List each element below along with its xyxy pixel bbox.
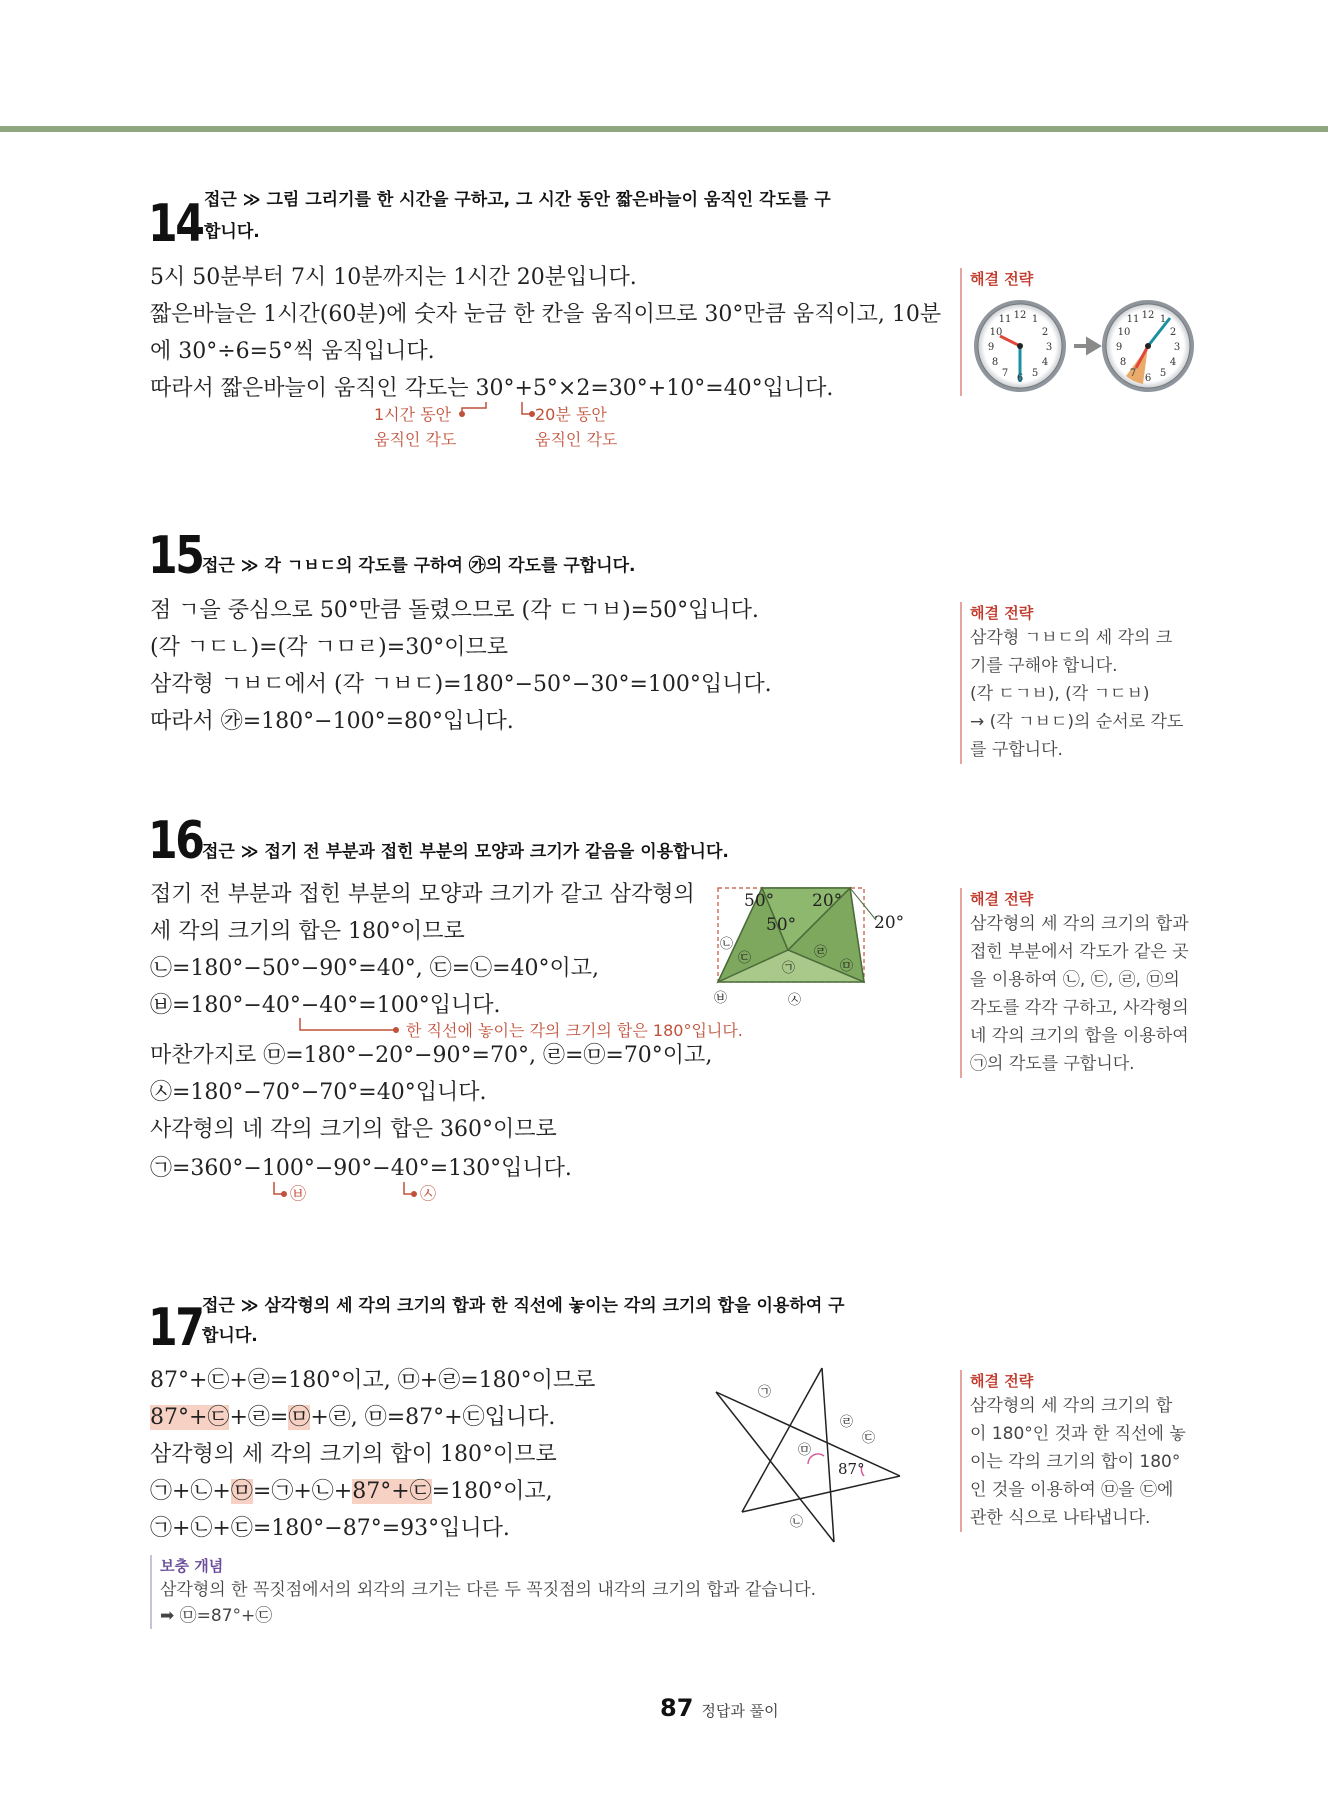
strategy-sidebar [960,602,1220,764]
svg-text:2: 2 [1041,327,1049,338]
approach-line: 접근 ≫ 삼각형의 세 각의 크기의 합과 한 직선에 놓이는 각의 크기의 합을 이용하여 구 [202,1296,845,1316]
clock-before [974,300,1066,392]
sidebar-text: 를 구합니다. [970,740,1063,760]
solution-line: 87°+㉢+㉣=㉤+㉣, ㉤=87°+㉢입니다. [150,1405,556,1430]
svg-text:87°: 87° [838,1460,865,1478]
svg-text:㉦: ㉦ [788,993,802,1008]
svg-text:㉠: ㉠ [782,961,796,976]
sidebar-text: 을 이용하여 ㉡, ㉢, ㉣, ㉤의 [970,970,1180,990]
sidebar-text: 관한 식으로 나타냅니다. [970,1508,1151,1528]
svg-text:4: 4 [1169,357,1177,368]
sidebar-text: (각 ㄷㄱㅂ), (각 ㄱㄷㅂ) [970,684,1150,704]
solution-line: 마찬가지로 ㉤=180°−20°−90°=70°, ㉣=㉤=70°이고, [150,1043,713,1068]
svg-text:4: 4 [1041,357,1049,368]
svg-text:㉥: ㉥ [714,991,728,1006]
star-figure [712,1362,908,1548]
svg-text:10: 10 [1117,327,1131,338]
solution-line: ㉦=180°−70°−70°=40°입니다. [150,1080,487,1105]
svg-text:50°: 50° [766,915,797,935]
solution-line: 삼각형의 세 각의 크기의 합이 180°이므로 [150,1442,557,1467]
solution-line: ㉠=360°−100°−90°−40°=130°입니다. [150,1156,572,1181]
sidebar-text: 네 각의 크기의 합을 이용하여 [970,1026,1189,1046]
solution-line: 따라서 짧은바늘이 움직인 각도는 30°+5°×2=30°+10°=40°입니다. [150,376,834,401]
svg-text:㉠: ㉠ [758,1385,772,1400]
clock-figure [970,296,1200,396]
annotation: 20분 동안 [535,405,607,424]
svg-text:20°: 20° [812,891,843,911]
annotation: ㉥ [290,1184,307,1203]
problem-number: 15 [148,526,203,586]
svg-text:6: 6 [1016,373,1024,384]
folded-paper-figure [700,880,910,1015]
annotation: ㉦ [420,1184,437,1203]
sidebar-text: 삼각형의 세 각의 크기의 합 [970,1396,1173,1416]
sidebar-title: 해결 전략 [970,270,1034,288]
svg-text:11: 11 [1126,314,1140,325]
svg-text:12: 12 [1141,310,1155,321]
solution-line: 짧은바늘은 1시간(60분)에 숫자 눈금 한 칸을 움직이므로 30°만큼 움직이고, 10분 [150,302,942,327]
solution-line: ㉡=180°−50°−90°=40°, ㉢=㉡=40°이고, [150,956,600,981]
top-divider-bar [0,126,1328,132]
problem-number: 14 [148,194,203,254]
svg-text:8: 8 [991,357,999,368]
solution-line: (각 ㄱㄷㄴ)=(각 ㄱㅁㄹ)=30°이므로 [150,635,508,660]
approach-line: 접근 ≫ 접기 전 부분과 접힌 부분의 모양과 크기가 같음을 이용합니다. [202,842,729,862]
svg-text:㉡: ㉡ [790,1515,804,1530]
svg-text:2: 2 [1169,327,1177,338]
approach-line: 접근 ≫ 그림 그리기를 한 시간을 구하고, 그 시간 동안 짧은바늘이 움직인 각도를 구 [204,190,831,210]
sidebar-text: 이 180°인 것과 한 직선에 놓 [970,1424,1186,1444]
problem-number: 16 [148,811,203,871]
svg-text:㉣: ㉣ [840,1415,854,1430]
svg-text:7: 7 [1001,368,1009,379]
concept-text: ➡ ㉤=87°+㉢ [160,1606,273,1626]
sidebar-text: ㉠의 각도를 구합니다. [970,1054,1135,1074]
svg-text:㉢: ㉢ [738,951,752,966]
solution-line: 접기 전 부분과 접힌 부분의 모양과 크기가 같고 삼각형의 [150,882,695,907]
sidebar-title: 해결 전략 [970,890,1034,908]
svg-text:3: 3 [1045,342,1053,353]
svg-text:㉣: ㉣ [814,945,828,960]
approach-line: 합니다. [204,222,260,242]
svg-text:12: 12 [1013,310,1027,321]
solution-line: 따라서 ㉮=180°−100°=80°입니다. [150,709,514,734]
sidebar-text: 삼각형 ㄱㅂㄷ의 세 각의 크 [970,628,1173,648]
solution-line: 세 각의 크기의 합은 180°이므로 [150,919,465,944]
sidebar-title: 해결 전략 [970,1372,1034,1390]
svg-text:9: 9 [987,342,995,353]
svg-text:㉡: ㉡ [720,937,734,952]
sidebar-text: 인 것을 이용하여 ㉤을 ㉢에 [970,1480,1174,1500]
approach-line: 합니다. [202,1326,258,1346]
svg-text:1: 1 [1031,314,1039,325]
svg-text:10: 10 [989,327,1003,338]
svg-text:9: 9 [1115,342,1123,353]
svg-text:1: 1 [1159,314,1167,325]
solution-line: ㉠+㉡+㉢=180°−87°=93°입니다. [150,1516,510,1541]
svg-text:6: 6 [1144,373,1152,384]
svg-text:11: 11 [998,314,1012,325]
sidebar-text: 삼각형의 세 각의 크기의 합과 [970,914,1189,934]
svg-text:5: 5 [1159,368,1167,379]
solution-line: 에 30°÷6=5°씩 움직입니다. [150,339,435,364]
solution-line: 87°+㉢+㉣=180°이고, ㉤+㉣=180°이므로 [150,1368,596,1393]
svg-text:7: 7 [1129,368,1137,379]
solution-line: ㉠+㉡+㉤=㉠+㉡+87°+㉢=180°이고, [150,1479,553,1504]
arrow-right-icon [1074,340,1098,352]
annotation: 움직인 각도 [535,430,618,449]
annotation: 1시간 동안 [374,405,452,424]
svg-text:50°: 50° [744,891,775,911]
sidebar-text: → (각 ㄱㅂㄷ)의 순서로 각도 [970,712,1184,732]
page-number: 87 [660,1694,694,1722]
svg-text:3: 3 [1173,342,1181,353]
problem-number: 17 [148,1298,203,1358]
solution-line: 5시 50분부터 7시 10분까지는 1시간 20분입니다. [150,265,637,290]
solution-line: 사각형의 네 각의 크기의 합은 360°이므로 [150,1117,557,1142]
sidebar-text: 이는 각의 크기의 합이 180° [970,1452,1181,1472]
svg-text:㉢: ㉢ [862,1431,876,1446]
strategy-sidebar [960,1370,1220,1532]
annotation-connector [296,1018,406,1038]
sidebar-text: 접힌 부분에서 각도가 같은 곳 [970,942,1189,962]
concept-title: 보충 개념 [160,1557,224,1575]
sidebar-title: 해결 전략 [970,604,1034,622]
solution-line: 삼각형 ㄱㅂㄷ에서 (각 ㄱㅂㄷ)=180°−50°−30°=100°입니다. [150,672,772,697]
annotation: 움직인 각도 [374,430,457,449]
svg-text:㉤: ㉤ [798,1443,812,1458]
svg-text:8: 8 [1119,357,1127,368]
approach-line: 접근 ≫ 각 ㄱㅂㄷ의 각도를 구하여 ㉮의 각도를 구합니다. [202,556,636,576]
solution-line: ㉥=180°−40°−40°=100°입니다. [150,993,501,1018]
concept-text: 삼각형의 한 꼭짓점에서의 외각의 크기는 다른 두 꼭짓점의 내각의 크기의 합과 같습니다. [160,1580,817,1600]
svg-text:㉤: ㉤ [840,959,854,974]
annotation: 한 직선에 놓이는 각의 크기의 합은 180°입니다. [406,1021,743,1040]
sidebar-text: 기를 구해야 합니다. [970,656,1118,676]
page-footer [660,1694,779,1722]
strategy-sidebar [960,888,1220,1078]
supplementary-concept-box [150,1555,816,1629]
svg-text:5: 5 [1031,368,1039,379]
solution-line: 점 ㄱ을 중심으로 50°만큼 돌렸으므로 (각 ㄷㄱㅂ)=50°입니다. [150,598,759,623]
footer-label: 정답과 풀이 [701,1702,779,1720]
sidebar-text: 각도를 각각 구하고, 사각형의 [970,998,1189,1018]
clock-after [1102,300,1194,392]
svg-text:20°: 20° [874,913,905,933]
